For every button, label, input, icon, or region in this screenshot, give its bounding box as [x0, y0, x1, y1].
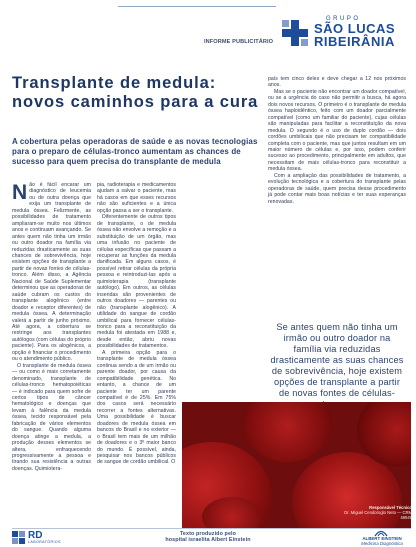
rd-logo-text: RD	[28, 530, 43, 541]
ae-logo-subname: Medicina Diagnóstica	[361, 540, 403, 546]
cross-logo-icon	[282, 20, 308, 46]
pull-quote: Se antes quem não tinha um irmão ou outro doador na família via reduzidas drasticamente as suas chances de sobrevivência, hoje existem opções de transplante a partir de novas fontes de células-	[270, 322, 404, 398]
paragraph: A primeira opção para o transplante de medula óssea continua sendo a de um irmão ou parente doador, por causa da compatibilidade genética. No entanto, a chance de um paciente ter um parente compatível é de 25%. Em 75% dos casos será necessário recorrer a fontes alternativas. Uma possibilidade é buscar doadores de medula óssea em bancos do Brasil e no exterior — o Brasil tem mais de um milhão de doadores e o 3º maior banco do mundo. É possível, ainda, pesquisar nos bancos públicos de sangue de cordão umbilical. O	[97, 349, 176, 466]
footer-credit-line-2: hospital israelita Albert Einstein	[165, 537, 251, 544]
logo-line-grupo: GRUPO	[326, 16, 361, 22]
paragraph: O transplante de medula óssea — ou como é mais corretamente denominado, transplante de células-tronco hematopoiéticas — é indicado para quem sofre de certos tipos de câncer hematológico e doenças que levam à falência da medula óssea, tecido responsável pela fabricação de vários elementos do sangue. Quando alguma doença atinge a medula, a produção desses elementos se altera, enfraquecendo progressivamente a pessoa e tirando sua resistência a outras doenças. Quimiotera-	[12, 362, 91, 472]
credit-role: Responsável Técnico	[369, 505, 412, 510]
body-column-4	[268, 76, 406, 205]
header-rule	[118, 6, 276, 7]
logo-line-sao-lucas: SÃO LUCAS	[314, 21, 396, 36]
section-label: INFORME PUBLICITÁRIO	[204, 39, 274, 45]
rd-laboratorios-logo	[12, 531, 92, 545]
drop-cap: N	[12, 181, 28, 204]
body-column-1	[12, 182, 91, 472]
paragraph: pia, radioterapia e medicamentos ajudam a salvar o paciente, mas há casos em que esses recursos não são suficientes e a única opção passa a ser o transplante.	[97, 182, 176, 214]
footer-credit	[118, 531, 298, 543]
article-title: Transplante de medula: novos caminhos para a cura	[12, 74, 259, 111]
paragraph: país tem cinco deles e deve chegar a 12 nos próximos anos.	[268, 76, 406, 89]
logo-line-ribeirania: RIBEIRÂNIA	[314, 34, 395, 49]
credit-name: Dr. Miguel Cendoroglo Neto — CRM 48949	[344, 510, 412, 520]
paragraph: Não é fácil encarar um diagnóstico de leucemia ou de outra doença que exija um transplante de medula óssea. Felizmente, as possibilidades de tratamento ampliaram-se muito nos últimos anos e continuam avançando. Se antes quem não tinha um irmão ou outro doador na família via reduzidas drasticamente as suas chances de sobrevivência, hoje existem opções de transplante a partir de novas fontes de células-tronco. Além disso, a Agência Nacional de Saúde Suplementar determinou que as operadoras de saúde cubram os custos do transplante alogênico (entre doador e receptor diferentes) de medula óssea. A determinação valerá a partir de junho próximo. Até agora, a cobertura se restringe aos transplantes autólogos (com células do próprio paciente). Para os alogênicos, a opção é financiar o procedimento ou o atendimento público.	[12, 181, 91, 363]
footer-credit-line-1: Texto produzido pelo	[179, 531, 237, 537]
paragraph: Diferentemente de outros tipos de transplante, o de medula óssea não envolve a remoção e a substituição de um órgão, mas uma infusão no paciente de células específicas que passam a recuperar as funções da medula danificada. Em alguns casos, é possível retirar células da própria pessoa e reintroduzi-las após a quimioterapia (transplante autólogo). Em outros, as células inseridas são provenientes de outros doadores — parentes ou não (transplante alogênico). A utilidade do sangue de cordão umbilical para fornecer células-tronco para a reconstituição da medula foi atestada em 1988 e, desde então, abriu novas possibilidades de tratamentos.	[97, 214, 176, 350]
rd-logo-icon	[12, 531, 25, 544]
article-lead: A cobertura pelas operadoras de saúde e as novas tecnologias para o preparo de células-tronco aumentam as chances de sucesso para quem precisa do transplante de medula	[12, 137, 258, 166]
paragraph: Mas se o paciente não encontrar um doador compatível, ou se a urgência do caso não permitir a busca, há agora dois novos recursos. O primeiro é o transplante de medula óssea haploidêntico, feito com um doador parcialmente compatível (como um familiar do paciente), cujas células são manipuladas para facilitar a reconstituição da nova medula. O segundo é o uso de duplo cordão — dois cordões umbilicais que não precisam ter compatibilidade completa com o paciente, mas que juntos resultam em um maior número de células e, por isso, podem conferir sucesso ao procedimento, principalmente em adultos, que necessitam de mais células-tronco para reconstituir a medula óssea.	[268, 88, 406, 173]
ae-logo-name: ALBERT EINSTEIN	[362, 536, 402, 541]
albert-einstein-logo	[352, 529, 412, 547]
rd-logo-subtext: LABORATÓRIOS	[28, 540, 61, 544]
grupo-sao-lucas-logo	[282, 16, 410, 56]
photo-credit	[340, 505, 412, 520]
paragraph: Com a ampliação das possibilidades de tratamento, a evolução tecnológica e a cobertura do transplante pelas operadoras de saúde, quem precisa desse procedimento já pode contar mais boas notícias e ter suas esperanças renovadas.	[268, 172, 406, 205]
body-column-2	[97, 182, 176, 466]
